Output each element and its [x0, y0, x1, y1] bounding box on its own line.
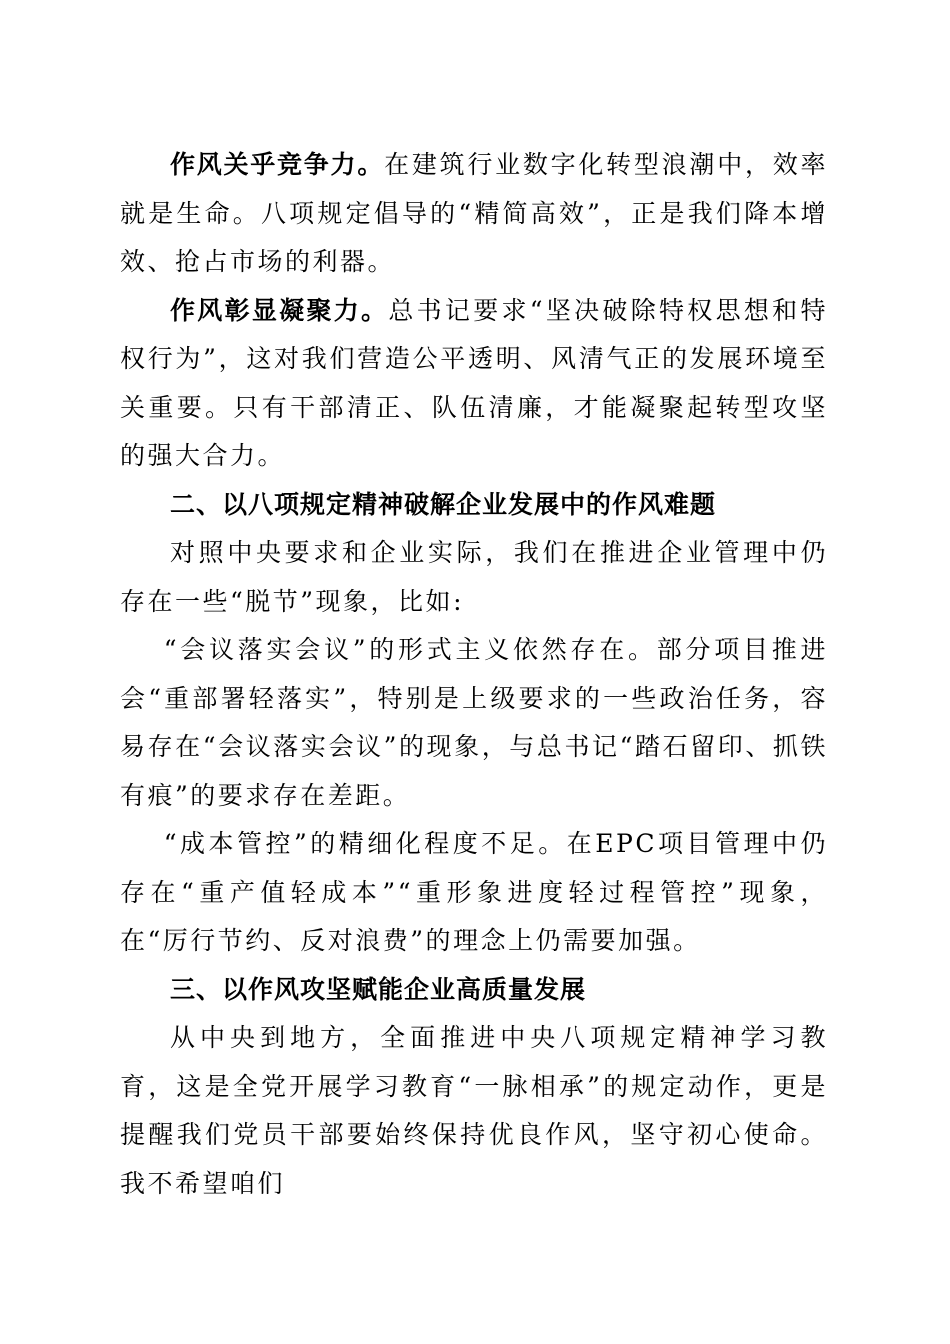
- paragraph-lead: 作风彰显凝聚力。: [170, 295, 389, 325]
- paragraph-competitiveness: [120, 141, 828, 287]
- section-heading-2: 二、以八项规定精神破解企业发展中的作风难题: [170, 489, 717, 519]
- paragraph-text: 对照中央要求和企业实际，我们在推进企业管理中仍存在一些“脱节”现象，比如:: [120, 538, 828, 616]
- section-heading-3: 三、以作风攻坚赋能企业高质量发展: [170, 974, 587, 1004]
- paragraph-lead: 作风关乎竞争力。: [170, 150, 385, 179]
- paragraph-text: 在建筑行业数字化转型浪潮中，效率就是生命。八项规定倡导的“精简高效”，正是我们降本增效、抢占市场的利器。: [120, 150, 828, 276]
- paragraph-cohesion: [120, 287, 828, 481]
- paragraph-text: 从中央到地方，全面推进中央八项规定精神学习教育，这是全党开展学习教育“一脉相承”的规定动作，更是提醒我们党员干部要始终保持优良作风，坚守初心使命。我不希望咱们: [120, 1023, 828, 1198]
- paragraph-text: “成本管控”的精细化程度不足。在EPC项目管理中仍存在“重产值轻成本”“重形象进度轻过程管控”现象，在“厉行节约、反对浪费”的理念上仍需要加强。: [120, 829, 828, 955]
- paragraph-text: 总书记要求“坚决破除特权思想和特权行为”，这对我们营造公平透明、风清气正的发展环境至关重要。只有干部清正、队伍清廉，才能凝聚起转型攻坚的强大合力。: [120, 295, 828, 470]
- paragraph-text: “会议落实会议”的形式主义依然存在。部分项目推进会“重部署轻落实”，特别是上级要求的一些政治任务，容易存在“会议落实会议”的现象，与总书记“踏石留印、抓铁有痕”的要求存在差距。: [120, 635, 828, 810]
- document-body: [120, 141, 828, 1208]
